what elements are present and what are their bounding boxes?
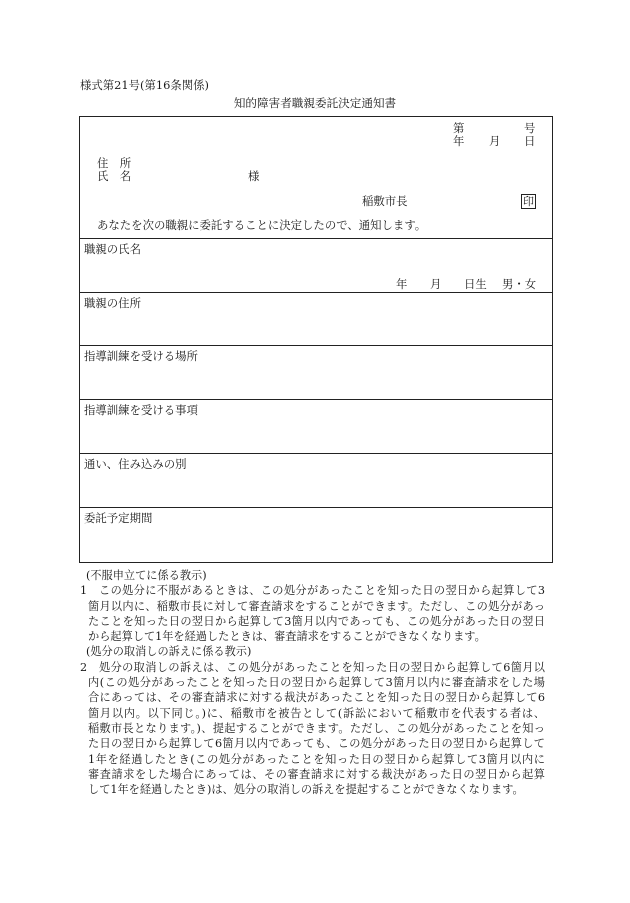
lawsuit-instruction-line: 箇月以内。以下同じ。)に、稲敷市を被告として(訴訟において稲敷市を代表する者は、 — [88, 706, 545, 720]
lawsuit-instruction-line: 1年を経過したとき(この処分があったことを知った日の翌日から起算して3箇月以内に — [88, 752, 545, 766]
sex-options: 男・女 — [502, 277, 537, 291]
lawsuit-instruction-line: 稲敷市長となります。)、提起することができます。ただし、この処分があったことを知っ — [88, 721, 545, 735]
date-month-label: 月 — [489, 134, 501, 148]
appeal-instruction-line: 1 この処分に不服があるときは、この処分があったことを知った日の翌日から起算して3 — [80, 584, 545, 598]
notice-number-suffix: 号 — [524, 121, 536, 135]
appeal-instruction-line: 箇月以内に、稲敷市長に対して審査請求をすることができます。ただし、この処分があっ — [88, 599, 545, 613]
lawsuit-instruction-line: して1年を経過したとき)は、処分の取消しの訴えを提起することができなくなります。 — [88, 783, 524, 797]
lawsuit-instruction-line: 合にあっては、その審査請求に対する裁決があったことを知った日の翌日から起算して6 — [88, 691, 545, 705]
row-label: 職親の住所 — [84, 296, 141, 310]
lawsuit-instruction-line: た日の翌日から起算して6箇月以内であっても、この処分があった日の翌日から起算して — [88, 737, 545, 751]
birth-year-label: 年 — [396, 277, 408, 291]
honorific: 様 — [248, 169, 260, 183]
notice-message: あなたを次の職親に委託することに決定したので、通知します。 — [97, 218, 427, 232]
row-label: 委託予定期間 — [84, 511, 153, 525]
birth-month-label: 月 — [430, 277, 442, 291]
row-foster-parent-name — [79, 238, 553, 292]
birth-day-label: 日生 — [464, 277, 487, 291]
row-commute-or-live-in — [79, 453, 553, 507]
row-training-content — [79, 399, 553, 453]
row-label: 指導訓練を受ける事項 — [84, 403, 198, 417]
row-label: 通い、住み込みの別 — [84, 457, 187, 471]
appeal-instruction-line: から起算して1年を経過したときは、審査請求をすることができなくなります。 — [88, 630, 486, 644]
seal-mark: 印 — [523, 195, 534, 208]
notice-header — [79, 116, 553, 238]
recipient-address-label: 住 所 — [97, 156, 132, 170]
form-number: 様式第21号(第16条関係) — [80, 78, 210, 92]
appeal-instruction-line: たことを知った日の翌日から起算して3箇月以内であっても、この処分があった日の翌日 — [88, 614, 545, 628]
lawsuit-instruction-line: 内(この処分があったことを知った日の翌日から起算して3箇月以内に審査請求をした場 — [88, 676, 545, 690]
instructions — [80, 568, 550, 797]
row-foster-parent-address — [79, 292, 553, 345]
issuer-name: 稲敷市長 — [362, 194, 408, 208]
lawsuit-instruction-heading: (処分の取消しの訴えに係る教示) — [86, 645, 252, 659]
lawsuit-instruction-line: 2 処分の取消しの訴えは、この処分があったことを知った日の翌日から起算して6箇月以 — [80, 660, 545, 674]
recipient-name-label: 氏 名 — [97, 169, 132, 183]
row-training-location — [79, 345, 553, 399]
row-label: 指導訓練を受ける場所 — [84, 349, 198, 363]
row-label: 職親の氏名 — [84, 242, 141, 256]
appeal-instruction-heading: (不服申立てに係る教示) — [86, 569, 207, 582]
date-year-label: 年 — [453, 134, 465, 148]
date-day-label: 日 — [524, 134, 536, 148]
document-title: 知的障害者職親委託決定通知書 — [233, 96, 397, 110]
lawsuit-instruction-line: 審査請求をした場合にあっては、その審査請求に対する裁決があった日の翌日から起算 — [88, 767, 545, 781]
row-planned-period — [79, 507, 553, 562]
notice-number-prefix: 第 — [453, 121, 465, 135]
